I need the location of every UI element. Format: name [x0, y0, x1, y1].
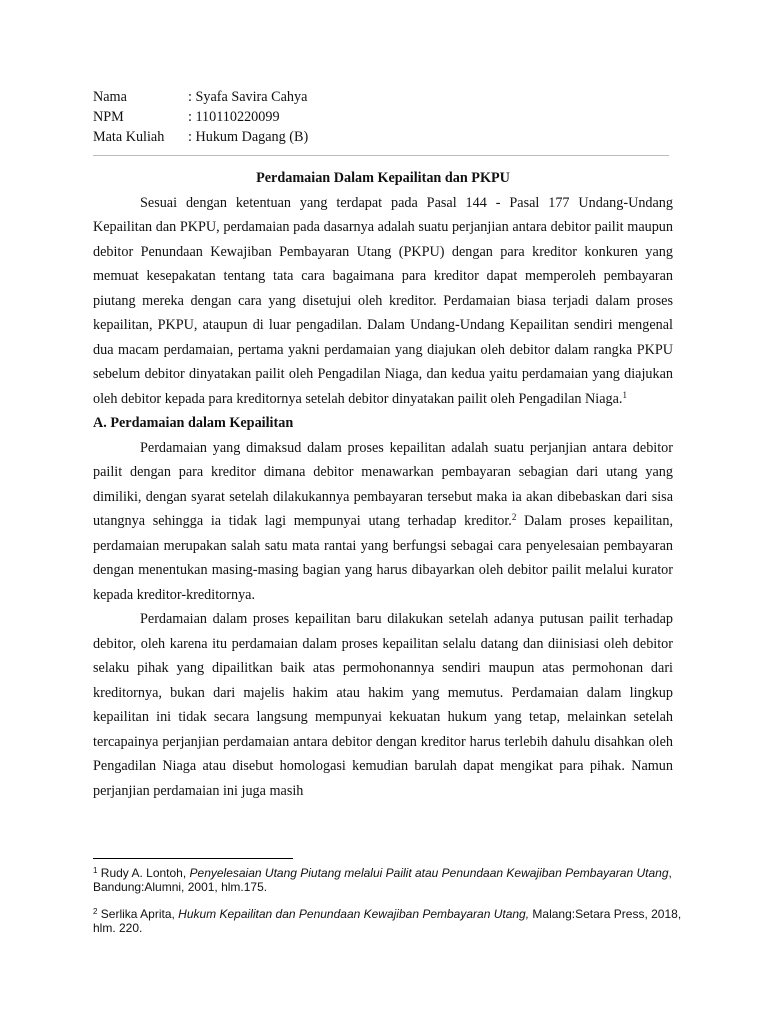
field-value: : Hukum Dagang (B)	[188, 129, 309, 145]
footnote-text: Serlika Aprita,	[97, 907, 179, 921]
intro-paragraph	[93, 191, 673, 412]
section-paragraph	[93, 436, 673, 608]
field-npm	[93, 107, 308, 127]
field-value: : Syafa Savira Cahya	[188, 89, 308, 105]
footnote-title: Hukum Kepailitan dan Penundaan Kewajiban Pembayaran Utang,	[178, 907, 530, 921]
field-label: Mata Kuliah	[93, 129, 165, 145]
footnote-text: Malang:Setara Press, 2018, hlm. 220.	[93, 907, 682, 935]
footnote-title: Penyelesaian Utang Piutang melalui Pailit atau Penundaan Kewajiban Pembayaran Utang	[189, 866, 669, 880]
footnote-text: , Bandung:Alumni, 2001, hlm.175.	[93, 866, 672, 894]
footnote-text: Rudy A. Lontoh,	[97, 866, 190, 880]
paragraph-text: Perdamaian yang dimaksud dalam proses kepailitan adalah suatu perjanjian antara debitor pailit dengan para kreditor dimana debitor menawarkan pembayaran sebagian dari utang yang dimiliki, dengan syarat setelah dilakukannya pembayaran tersebut maka ia akan dibebaskan dari sisa utangnya sehingga ia tidak lagi mempunyai utang terhadap kreditor.	[93, 439, 673, 529]
footnote	[93, 907, 683, 935]
field-mata-kuliah	[93, 127, 308, 147]
field-nama	[93, 87, 308, 107]
footnote-divider	[93, 858, 293, 859]
header-divider	[93, 155, 669, 156]
paragraph-text: Dalam proses kepailitan, perdamaian merupakan salah satu mata rantai yang berfungsi sebagai cara penyelesaian pembayaran dengan menentukan masing-masing bagian yang harus dibayarkan oleh debitor pailit melalui kurator kepada kreditor-kreditornya.	[93, 513, 673, 603]
field-label: NPM	[93, 109, 124, 125]
field-label: Nama	[93, 89, 127, 105]
section-paragraph: Perdamaian dalam proses kepailitan baru dilakukan setelah adanya putusan pailit terhadap debitor, oleh karena itu perdamaian dalam proses kepailitan selalu datang dan diinisiasi oleh debitor selaku pihak yang dipailitkan baik atas permohonannya sendiri maupun atas permohonan dari kreditornya, bukan dari majelis hakim atau hakim yang memutus. Perdamaian dalam lingkup kepailitan ini tidak secara langsung mempunyai kekuatan hukum yang tetap, melainkan setelah tercapainya perjanjian perdamaian antara debitor dengan kreditor harus terlebih dahulu disahkan oleh Pengadilan Niaga atau disebut homologasi kemudian barulah dapat mengikat para pihak. Namun perjanjian perdamaian ini juga masih	[93, 611, 673, 799]
footnote-ref[interactable]: 2	[511, 512, 517, 522]
student-info	[93, 87, 308, 147]
footnote-ref[interactable]: 1	[622, 389, 627, 400]
footnote-number: 1	[93, 866, 98, 875]
footnote	[93, 866, 683, 894]
intro-text: Sesuai dengan ketentuan yang terdapat pada Pasal 144 - Pasal 177 Undang-Undang Kepailitan dan PKPU, perdamaian pada dasarnya adalah suatu perjanjian antara debitor pailit maupun debitor Penundaan Kewajiban Pembayaran Utang (PKPU) dengan para kreditor konkuren yang memuat kesepakatan tentang tata cara bagaimana para kreditor dapat memperoleh pembayaran piutang mereka dengan cara yang disetujui oleh kreditor. Perdamaian biasa terjadi dalam proses kepailitan, PKPU, ataupun di luar pengadilan. Dalam Undang-Undang Kepailitan sendiri mengenal dua macam perdamaian, pertama yakni perdamaian yang diajukan oleh debitor dalam rangka PKPU sebelum debitor dinyatakan pailit oleh Pengadilan Niaga, dan kedua yaitu perdamaian yang diajukan oleh debitor kepada para kreditornya setelah debitor dinyatakan pailit oleh Pengadilan Niaga.	[93, 194, 673, 407]
footnote-number: 2	[93, 907, 98, 916]
section-heading: A. Perdamaian dalam Kepailitan	[93, 415, 294, 431]
field-value: : 110110220099	[188, 109, 280, 125]
document-body	[93, 166, 673, 803]
document-title: Perdamaian Dalam Kepailitan dan PKPU	[256, 170, 510, 186]
